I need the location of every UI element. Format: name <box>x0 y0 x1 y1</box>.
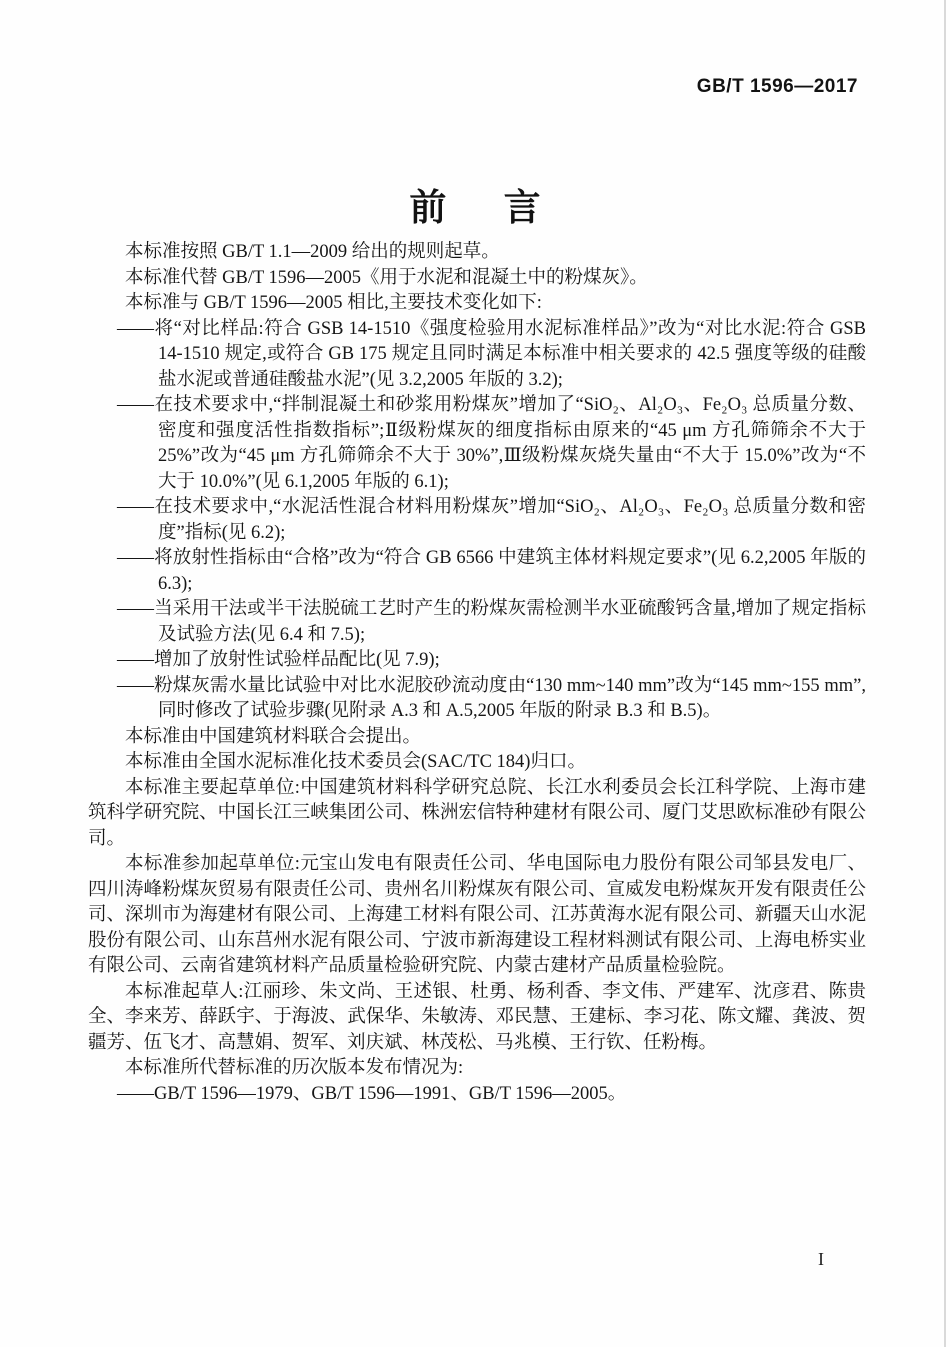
paragraph-replaces: 本标准代替 GB/T 1596—2005《用于水泥和混凝土中的粉煤灰》。 <box>125 267 648 288</box>
paragraph-authors: 本标准起草人:江丽珍、朱文尚、王述银、杜勇、杨利香、李文伟、严建军、沈彦君、陈贵全、李来芳、薛跃宇、于海波、武保华、朱敏涛、邓民慧、王建标、李习花、陈文耀、龚波、贺疆芳、伍飞才、高慧娟、贺军、刘庆斌、林茂松、马兆模、王行钦、任粉梅。 <box>88 981 866 1053</box>
history-list-item: ——GB/T 1596—1979、GB/T 1596—1991、GB/T 1596—2005。 <box>117 1083 627 1104</box>
change-item-6: ——增加了放射性试验样品配比(见 7.9); <box>117 650 440 670</box>
change-item-2: ——在技术要求中,“拌制混凝土和砂浆用粉煤灰”增加了“SiO₂、Al₂O₃、Fe₂O₃ 总质量分数、密度和强度活性指数指标”;Ⅱ级粉煤灰的细度指标由原来的“45 μm 方孔筛筛余不大于 25%”改为“45 μm 方孔筛筛余不大于 30%”,Ⅲ级粉煤灰烧失量由“不大于 15.0%”改为“不大于 10.0%”(见 6.1,2005 年版的 6.1); <box>117 395 866 492</box>
scan-edge-line <box>944 0 946 1347</box>
paragraph-history-intro: 本标准所代替标准的历次版本发布情况为: <box>125 1058 464 1078</box>
change-item-3: ——在技术要求中,“水泥活性混合材料用粉煤灰”增加“SiO₂、Al₂O₃、Fe₂O₃ 总质量分数和密度”指标(见 6.2); <box>117 497 866 543</box>
change-item-5: ——当采用干法或半干法脱硫工艺时产生的粉煤灰需检测半水亚硫酸钙含量,增加了规定指标及试验方法(见 6.4 和 7.5); <box>117 599 866 645</box>
paragraph-participants: 本标准参加起草单位:元宝山发电有限责任公司、华电国际电力股份有限公司邹县发电厂、四川涛峰粉煤灰贸易有限责任公司、贵州名川粉煤灰有限公司、宣威发电粉煤灰开发有限责任公司、深圳市为海建材有限公司、上海建工材料有限公司、江苏黄海水泥有限公司、新疆天山水泥股份有限公司、山东莒州水泥有限公司、宁波市新海建设工程材料测试有限公司、上海电桥实业有限公司、云南省建筑材料产品质量检验研究院、内蒙古建材产品质量检验院。 <box>88 854 866 976</box>
foreword-body <box>88 240 866 1107</box>
standard-number: GB/T 1596—2017 <box>696 76 858 97</box>
change-item-4: ——将放射性指标由“合格”改为“符合 GB 6566 中建筑主体材料规定要求”(见 6.2,2005 年版的 6.3); <box>117 548 866 594</box>
page-title: 前言 <box>409 186 599 228</box>
paragraph-rules-basis: 本标准按照 GB/T 1.1—2009 给出的规则起草。 <box>125 242 500 262</box>
paragraph-main-drafters: 本标准主要起草单位:中国建筑材料科学研究总院、长江水利委员会长江科学院、上海市建筑科学研究院、中国长江三峡集团公司、株洲宏信特种建材有限公司、厦门艾思欧标准砂有限公司。 <box>88 777 866 849</box>
change-item-7: ——粉煤灰需水量比试验中对比水泥胶砂流动度由“130 mm~140 mm”改为“145 mm~155 mm”,同时修改了试验步骤(见附录 A.3 和 A.5,2005 年版的附录 B.3 和 B.5)。 <box>117 675 866 721</box>
paragraph-committee: 本标准由全国水泥标准化技术委员会(SAC/TC 184)归口。 <box>125 752 586 772</box>
change-item-1: ——将“对比样品:符合 GSB 14-1510《强度检验用水泥标准样品》”改为“对比水泥:符合 GSB 14-1510 规定,或符合 GB 175 规定且同时满足本标准中相关要求的 42.5 强度等级的硅酸盐水泥或普通硅酸盐水泥”(见 3.2,2005 年版的 3.2); <box>117 318 866 390</box>
paragraph-proposed-by: 本标准由中国建筑材料联合会提出。 <box>125 726 422 747</box>
paragraph-changes-intro: 本标准与 GB/T 1596—2005 相比,主要技术变化如下: <box>125 293 542 313</box>
page-number: I <box>818 1249 824 1269</box>
